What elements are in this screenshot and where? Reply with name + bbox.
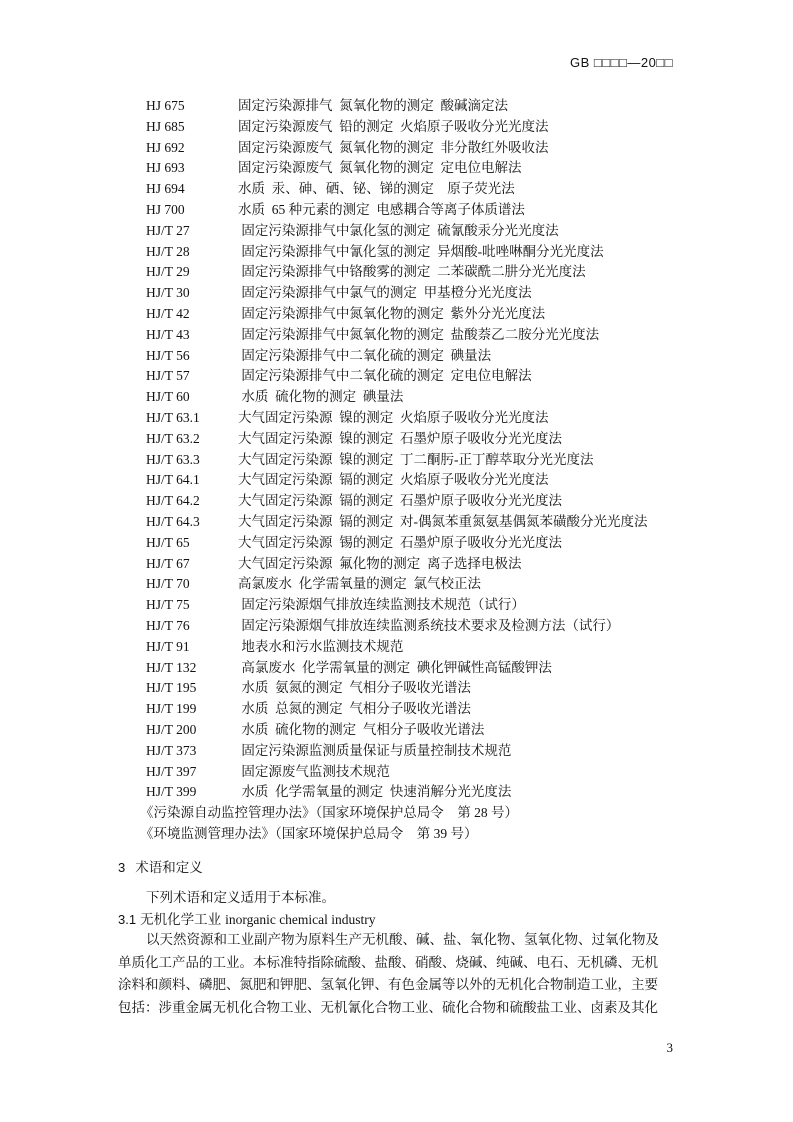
paragraph-line: 涂料和颜料、磷肥、氮肥和钾肥、氢氧化钾、有色金属等以外的无机化合物制造工业，主要 (118, 977, 658, 992)
reference-row (146, 366, 706, 387)
page-number: 3 (666, 1040, 673, 1055)
paragraph-line: 以天然资源和工业副产物为原料生产无机酸、碱、盐、氧化物、氢氧化物、过氧化物及 (146, 932, 659, 947)
reference-title: 固定污染源排气中二氧化硫的测定 碘量法 (238, 347, 492, 363)
section-number: 3 (118, 860, 126, 875)
reference-title: 大气固定污染源 镉的测定 对-偶氮苯重氮氨基偶氮苯磺酸分光光度法 (238, 513, 648, 529)
normative-references-list (140, 96, 706, 845)
reference-code: HJ/T 30 (146, 285, 190, 301)
reference-title: 大气固定污染源 镉的测定 火焰原子吸收分光光度法 (238, 472, 549, 488)
reference-row (146, 283, 706, 304)
reference-row (146, 325, 706, 346)
reference-code: HJ/T 43 (146, 326, 190, 342)
regulation-row: 《环境监测管理办法》（国家环境保护总局令 第 39 号） (140, 825, 478, 841)
reference-code: HJ/T 28 (146, 243, 190, 259)
reference-row (146, 221, 706, 242)
reference-title: 固定污染源监测质量保证与质量控制技术规范 (238, 742, 512, 758)
reference-row (146, 658, 706, 679)
reference-title: 大气固定污染源 镉的测定 石墨炉原子吸收分光光度法 (238, 493, 562, 509)
reference-row (146, 304, 706, 325)
reference-title: 固定污染源废气 氮氧化物的测定 定电位电解法 (238, 160, 522, 176)
regulation-row: 《污染源自动监控管理办法》（国家环境保护总局令 第 28 号） (140, 805, 518, 821)
reference-title: 水质 化学需氧量的测定 快速消解分光光度法 (238, 784, 512, 800)
reference-code: HJ/T 199 (146, 701, 197, 717)
reference-code: HJ/T 195 (146, 680, 197, 696)
reference-title: 水质 硫化物的测定 气相分子吸收光谱法 (238, 721, 485, 737)
reference-title: 水质 65 种元素的测定 电感耦合等离子体质谱法 (238, 201, 525, 217)
reference-title: 大气固定污染源 氟化物的测定 离子选择电极法 (238, 555, 522, 571)
reference-code: HJ/T 63.1 (146, 409, 200, 425)
reference-title: 固定污染源废气 氮氧化物的测定 非分散红外吸收法 (238, 139, 549, 155)
reference-title: 固定污染源废气 铅的测定 火焰原子吸收分光光度法 (238, 118, 549, 134)
reference-row (146, 158, 706, 179)
reference-row (146, 616, 706, 637)
section-intro-text: 下列术语和定义适用于本标准。 (146, 890, 335, 905)
reference-title: 水质 硫化物的测定 碘量法 (238, 389, 404, 405)
paragraph-line: 单质化工产品的工业。本标准特指除硫酸、盐酸、硝酸、烧碱、纯碱、电石、无机磷、无机 (118, 954, 658, 970)
reference-row (146, 678, 706, 699)
reference-title: 固定污染源排气中二氧化硫的测定 定电位电解法 (238, 368, 532, 384)
paragraph-line: 包括：涉重金属无机化合物工业、无机氰化合物工业、硫化合物和硫酸盐工业、卤素及其化 (118, 999, 658, 1015)
reference-row (146, 554, 706, 575)
reference-code: HJ/T 70 (146, 576, 190, 592)
reference-code: HJ/T 75 (146, 597, 190, 613)
reference-code: HJ/T 29 (146, 264, 190, 280)
reference-code: HJ/T 91 (146, 638, 190, 654)
reference-title: 固定污染源烟气排放连续监测技术规范（试行） (238, 597, 525, 613)
reference-code: HJ/T 60 (146, 389, 190, 405)
reference-title: 大气固定污染源 镍的测定 石墨炉原子吸收分光光度法 (238, 430, 562, 446)
reference-code: HJ/T 67 (146, 555, 190, 571)
reference-row (146, 117, 706, 138)
reference-code: HJ/T 65 (146, 534, 190, 550)
definition-term-en: inorganic chemical industry (225, 912, 376, 927)
standard-code-header: GB □□□□—20□□ (570, 55, 673, 70)
reference-code: HJ 685 (146, 118, 185, 134)
reference-code: HJ 675 (146, 98, 185, 113)
definition-term-zh: 无机化学工业 (140, 912, 222, 928)
definition-heading (118, 908, 376, 928)
reference-code: HJ/T 42 (146, 305, 190, 321)
reference-row (146, 429, 706, 450)
reference-row (146, 200, 706, 221)
reference-row (146, 762, 706, 783)
section-heading (118, 856, 203, 876)
reference-title: 固定污染源烟气排放连续监测系统技术要求及检测方法（试行） (238, 617, 620, 633)
reference-row (146, 533, 706, 554)
reference-row (146, 491, 706, 512)
definition-paragraph (118, 929, 674, 1019)
reference-code: HJ/T 56 (146, 347, 190, 363)
reference-row (146, 574, 706, 595)
definition-number: 3.1 (118, 912, 137, 927)
reference-title: 大气固定污染源 镍的测定 丁二酮肟-正丁醇萃取分光光度法 (238, 451, 594, 467)
reference-row (146, 408, 706, 429)
reference-code: HJ/T 76 (146, 617, 190, 633)
reference-code: HJ/T 64.1 (146, 472, 200, 488)
reference-title: 地表水和污水监测技术规范 (238, 638, 404, 654)
section-title: 术语和定义 (135, 860, 203, 876)
reference-row (146, 512, 706, 533)
reference-title: 固定污染源排气中氮氧化物的测定 盐酸萘乙二胺分光光度法 (238, 326, 600, 342)
reference-code: HJ/T 57 (146, 368, 190, 384)
reference-title: 水质 汞、砷、硒、铋、锑的测定 原子荧光法 (238, 181, 515, 197)
reference-row (146, 450, 706, 471)
reference-code: HJ/T 64.3 (146, 513, 200, 529)
reference-row (146, 637, 706, 658)
reference-code: HJ/T 397 (146, 763, 197, 779)
reference-title: 大气固定污染源 锡的测定 石墨炉原子吸收分光光度法 (238, 534, 562, 550)
reference-code: HJ/T 200 (146, 721, 197, 737)
reference-title: 固定污染源排气中氰化氢的测定 异烟酸-吡唑啉酮分光光度法 (238, 243, 604, 259)
reference-row (146, 96, 706, 117)
reference-code: HJ 692 (146, 139, 185, 155)
reference-row (146, 741, 706, 762)
reference-title: 固定污染源排气中氯气的测定 甲基橙分光光度法 (238, 285, 532, 301)
reference-row (146, 387, 706, 408)
reference-title: 高氯废水 化学需氧量的测定 碘化钾碱性高锰酸钾法 (238, 659, 552, 675)
reference-code: HJ/T 373 (146, 742, 197, 758)
reference-title: 固定污染源排气中氮氧化物的测定 紫外分光光度法 (238, 305, 546, 321)
reference-title: 固定源废气监测技术规范 (238, 763, 390, 779)
reference-row (146, 720, 706, 741)
reference-row (146, 470, 706, 491)
reference-row (146, 179, 706, 200)
reference-code: HJ/T 63.3 (146, 451, 200, 467)
reference-row (146, 346, 706, 367)
reference-row (146, 262, 706, 283)
reference-code: HJ/T 132 (146, 659, 197, 675)
reference-row (146, 595, 706, 616)
reference-code: HJ/T 27 (146, 222, 190, 238)
reference-title: 固定污染源排气中铬酸雾的测定 二苯碳酰二肼分光光度法 (238, 264, 586, 280)
reference-code: HJ 694 (146, 181, 185, 197)
reference-row (146, 242, 706, 263)
reference-code: HJ/T 64.2 (146, 493, 200, 509)
reference-row (146, 138, 706, 159)
reference-title: 大气固定污染源 镍的测定 火焰原子吸收分光光度法 (238, 409, 549, 425)
reference-row (146, 699, 706, 720)
reference-code: HJ/T 63.2 (146, 430, 200, 446)
reference-title: 高氯废水 化学需氧量的测定 氯气校正法 (238, 576, 481, 592)
reference-code: HJ 693 (146, 160, 185, 176)
reference-title: 水质 总氮的测定 气相分子吸收光谱法 (238, 701, 471, 717)
reference-code: HJ 700 (146, 201, 185, 217)
reference-title: 固定污染源排气中氯化氢的测定 硫氰酸汞分光光度法 (238, 222, 559, 238)
reference-code: HJ/T 399 (146, 784, 197, 800)
reference-title: 水质 氨氮的测定 气相分子吸收光谱法 (238, 680, 471, 696)
reference-title: 固定污染源排气 氮氧化物的测定 酸碱滴定法 (238, 98, 508, 113)
reference-row (146, 782, 706, 803)
